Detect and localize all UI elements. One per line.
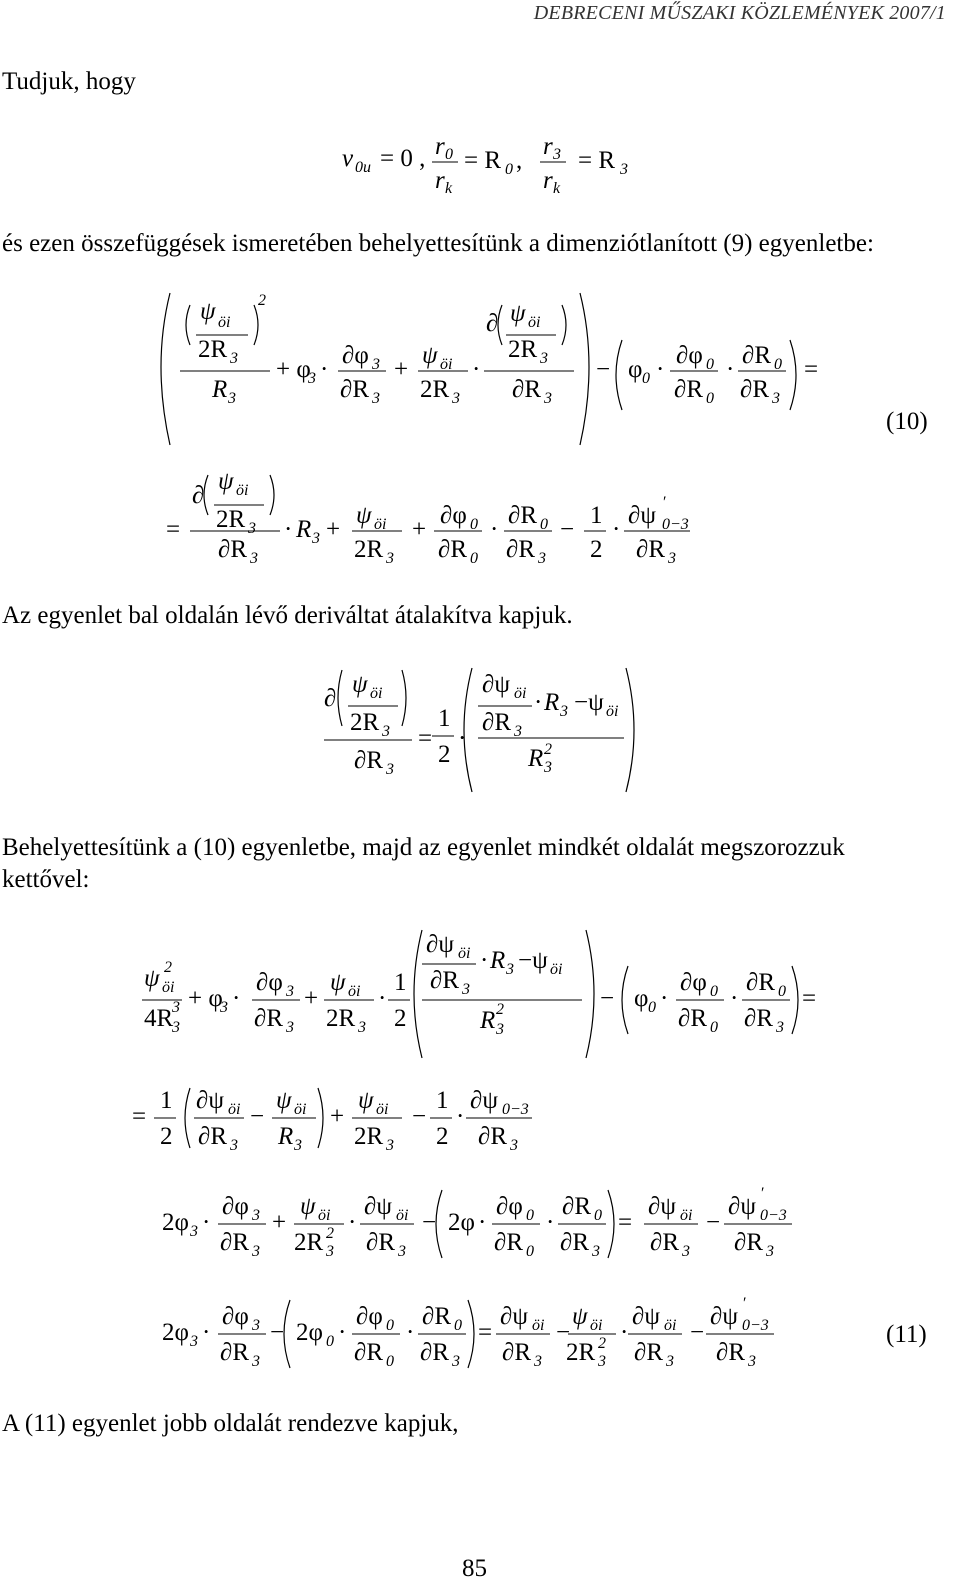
- paragraph-intro: Tudjuk, hogy: [2, 68, 136, 95]
- svg-text:ψ: ψ: [200, 298, 216, 325]
- svg-text:ψ: ψ: [300, 1193, 316, 1220]
- svg-text:2: 2: [164, 959, 172, 976]
- svg-text:∂R: ∂R: [220, 1229, 250, 1256]
- svg-text:∂ψ: ∂ψ: [364, 1193, 393, 1220]
- svg-text:3: 3: [190, 1223, 198, 1240]
- svg-text:=: =: [478, 1319, 493, 1346]
- equation-number-10: (10): [886, 408, 928, 435]
- svg-text:3: 3: [190, 1333, 198, 1350]
- svg-text:3: 3: [230, 1137, 238, 1154]
- svg-text:∂R: ∂R: [220, 1339, 250, 1366]
- svg-text:ψ: ψ: [572, 1303, 588, 1330]
- svg-text:öi: öi: [590, 1317, 603, 1334]
- svg-text:+: +: [330, 1103, 345, 1130]
- svg-text:3: 3: [248, 520, 256, 537]
- svg-text:′: ′: [760, 1185, 764, 1202]
- svg-text:−: −: [422, 1209, 437, 1236]
- svg-text:2: 2: [326, 1225, 334, 1242]
- svg-text:∂: ∂: [486, 310, 499, 337]
- svg-text:·: ·: [406, 1319, 415, 1346]
- svg-text:4R: 4R: [144, 1005, 174, 1032]
- svg-text:,: ,: [516, 147, 523, 174]
- svg-text:öi: öi: [218, 314, 231, 331]
- svg-text:0: 0: [445, 146, 453, 163]
- svg-text:3: 3: [598, 1353, 606, 1370]
- svg-text:öi: öi: [162, 979, 175, 996]
- svg-text:0−3: 0−3: [662, 516, 689, 533]
- svg-text:3: 3: [386, 1137, 394, 1154]
- paragraph-multiply-line1: Behelyettesítünk a (10) egyenletbe, majd az egyenlet mindkét oldalát megszorozzuk: [2, 834, 845, 861]
- page-number: 85: [462, 1555, 487, 1582]
- svg-text:∂R: ∂R: [438, 536, 468, 563]
- svg-text:öi: öi: [236, 482, 249, 499]
- svg-text:3: 3: [538, 550, 546, 567]
- svg-text:∂φ: ∂φ: [680, 969, 707, 996]
- svg-text:2: 2: [438, 741, 451, 768]
- svg-text:∂R: ∂R: [650, 1229, 680, 1256]
- svg-text:öi: öi: [528, 314, 541, 331]
- svg-text:0: 0: [386, 1353, 394, 1370]
- svg-text:öi: öi: [374, 516, 387, 533]
- svg-text:0: 0: [526, 1207, 534, 1224]
- svg-text:öi: öi: [606, 703, 619, 720]
- svg-text:öi: öi: [458, 945, 471, 962]
- svg-text:∂R: ∂R: [512, 376, 542, 403]
- svg-text:∂R: ∂R: [636, 536, 666, 563]
- svg-text:v: v: [342, 145, 354, 172]
- svg-text:R: R: [278, 1123, 294, 1150]
- svg-text:∂ψ: ∂ψ: [470, 1087, 499, 1114]
- svg-text:φ: φ: [628, 356, 643, 383]
- svg-text:0−3: 0−3: [502, 1101, 529, 1118]
- svg-text:·: ·: [202, 1319, 211, 1346]
- svg-text:0: 0: [710, 983, 718, 1000]
- svg-text:0u: 0u: [355, 159, 371, 176]
- svg-text:∂R: ∂R: [340, 376, 370, 403]
- svg-text:∂ψ: ∂ψ: [710, 1303, 739, 1330]
- svg-text:∂R: ∂R: [482, 709, 512, 736]
- svg-text:·: ·: [348, 1209, 357, 1236]
- equation-number-11: (11): [886, 1321, 927, 1348]
- svg-text:∂φ: ∂φ: [496, 1193, 523, 1220]
- svg-text:−: −: [270, 1319, 285, 1346]
- svg-text:+ φ: + φ: [188, 985, 223, 1012]
- svg-text:′: ′: [742, 1295, 746, 1312]
- svg-text:r: r: [543, 167, 553, 194]
- svg-text:∂ψ: ∂ψ: [426, 931, 455, 958]
- svg-text:3: 3: [250, 550, 258, 567]
- svg-text:ψ: ψ: [510, 300, 526, 327]
- svg-text:∂R: ∂R: [740, 376, 770, 403]
- svg-text:∂R: ∂R: [422, 1303, 452, 1330]
- svg-text:öi: öi: [680, 1207, 693, 1224]
- svg-text:3: 3: [252, 1317, 260, 1334]
- svg-text:·: ·: [620, 1319, 629, 1346]
- svg-text:·: ·: [472, 356, 481, 383]
- svg-text:=: =: [618, 1209, 633, 1236]
- svg-text:∂φ: ∂φ: [256, 969, 283, 996]
- svg-text:3: 3: [252, 1207, 260, 1224]
- running-header: DEBRECENI MŰSZAKI KÖZLEMÉNYEK 2007/1: [533, 2, 946, 24]
- svg-text:öi: öi: [228, 1101, 241, 1118]
- svg-text:3: 3: [326, 1243, 334, 1260]
- svg-text:2: 2: [258, 292, 266, 309]
- svg-text:2: 2: [160, 1123, 173, 1150]
- svg-text:∂φ: ∂φ: [222, 1303, 249, 1330]
- svg-text:−ψ: −ψ: [518, 947, 548, 974]
- equation-line-3: [160, 1180, 800, 1270]
- svg-text:R: R: [490, 947, 506, 974]
- svg-text:·: ·: [478, 1209, 487, 1236]
- svg-text:3: 3: [172, 999, 180, 1016]
- svg-text:∂φ: ∂φ: [440, 502, 467, 529]
- svg-text:1: 1: [394, 969, 407, 996]
- svg-text:= R: = R: [464, 147, 502, 174]
- svg-text:·: ·: [726, 356, 735, 383]
- svg-text:1: 1: [590, 502, 603, 529]
- svg-text:öi: öi: [396, 1207, 409, 1224]
- svg-text:öi: öi: [664, 1317, 677, 1334]
- svg-text:0: 0: [706, 356, 714, 373]
- svg-text:3: 3: [534, 1353, 542, 1370]
- svg-text:∂R: ∂R: [254, 1005, 284, 1032]
- svg-text:öi: öi: [532, 1317, 545, 1334]
- svg-text:3: 3: [172, 1019, 180, 1036]
- svg-text:−: −: [412, 1103, 427, 1130]
- svg-text:3: 3: [372, 356, 380, 373]
- svg-text:∂: ∂: [192, 482, 205, 509]
- svg-text:3: 3: [462, 981, 470, 998]
- svg-text:·: ·: [338, 1319, 347, 1346]
- svg-text:3: 3: [682, 1243, 690, 1260]
- paragraph-multiply-line2: kettővel:: [2, 866, 90, 893]
- svg-text:0: 0: [505, 161, 513, 178]
- svg-text:3: 3: [398, 1243, 406, 1260]
- svg-text:·: ·: [202, 1209, 211, 1236]
- equation-boundary-conditions: [340, 132, 660, 202]
- svg-text:2φ: 2φ: [162, 1319, 189, 1346]
- svg-text:·: ·: [660, 985, 669, 1012]
- svg-text:∂R: ∂R: [502, 1339, 532, 1366]
- svg-text:3: 3: [312, 530, 320, 547]
- svg-text:+: +: [272, 1209, 287, 1236]
- svg-text:∂: ∂: [324, 685, 337, 712]
- svg-text:ψ: ψ: [356, 502, 372, 529]
- paragraph-substitution: és ezen összefüggések ismeretében behelyettesítünk a dimenziótlanított (9) egyenletbe:: [2, 230, 874, 257]
- svg-text:3: 3: [228, 390, 236, 407]
- svg-text:φ: φ: [634, 985, 649, 1012]
- svg-text:r: r: [543, 133, 553, 160]
- svg-text:2R: 2R: [508, 336, 538, 363]
- svg-text:3: 3: [452, 1353, 460, 1370]
- svg-text:3: 3: [294, 1137, 302, 1154]
- svg-text:∂φ: ∂φ: [222, 1193, 249, 1220]
- svg-text:0: 0: [454, 1317, 462, 1334]
- svg-text:∂ψ: ∂ψ: [500, 1303, 529, 1330]
- svg-text:∂R: ∂R: [354, 747, 384, 774]
- svg-text:∂R: ∂R: [716, 1339, 746, 1366]
- svg-text:ψ: ψ: [352, 671, 368, 698]
- svg-text:2R: 2R: [350, 709, 380, 736]
- svg-text:∂ψ: ∂ψ: [632, 1303, 661, 1330]
- svg-text:∂R: ∂R: [478, 1123, 508, 1150]
- svg-text:3: 3: [372, 390, 380, 407]
- svg-text:∂R: ∂R: [218, 536, 248, 563]
- svg-text:3: 3: [514, 723, 522, 740]
- svg-text:0: 0: [648, 999, 656, 1016]
- svg-text:0: 0: [470, 516, 478, 533]
- svg-text:2R: 2R: [216, 506, 246, 533]
- svg-text:2R: 2R: [566, 1339, 596, 1366]
- svg-text:2: 2: [436, 1123, 449, 1150]
- svg-text:3: 3: [252, 1243, 260, 1260]
- svg-text:öi: öi: [376, 1101, 389, 1118]
- svg-text:3: 3: [510, 1137, 518, 1154]
- svg-text:·: ·: [232, 985, 241, 1012]
- svg-text:−: −: [560, 516, 575, 543]
- paragraph-derivative: Az egyenlet bal oldalán lévő deriváltat átalakítva kapjuk.: [2, 602, 573, 629]
- svg-text:= R: = R: [578, 147, 616, 174]
- svg-text:0−3: 0−3: [760, 1207, 787, 1224]
- svg-text:2R: 2R: [294, 1229, 324, 1256]
- svg-text:öi: öi: [294, 1101, 307, 1118]
- svg-text:∂R: ∂R: [678, 1005, 708, 1032]
- svg-text:0: 0: [642, 370, 650, 387]
- svg-text:R: R: [544, 689, 560, 716]
- svg-text:2R: 2R: [420, 376, 450, 403]
- svg-text:3: 3: [592, 1243, 600, 1260]
- svg-text:∂φ: ∂φ: [356, 1303, 383, 1330]
- svg-text:ψ: ψ: [144, 965, 160, 992]
- svg-text:∂R: ∂R: [634, 1339, 664, 1366]
- svg-text:·: ·: [730, 985, 739, 1012]
- svg-text:∂R: ∂R: [674, 376, 704, 403]
- svg-text:3: 3: [286, 1019, 294, 1036]
- svg-text:0: 0: [778, 983, 786, 1000]
- svg-text:+: +: [326, 516, 341, 543]
- svg-text:∂R: ∂R: [508, 502, 538, 529]
- svg-text:3: 3: [620, 161, 628, 178]
- svg-text:2: 2: [496, 1001, 504, 1018]
- svg-text:∂R: ∂R: [366, 1229, 396, 1256]
- svg-text:0: 0: [470, 550, 478, 567]
- svg-text:=: =: [802, 985, 817, 1012]
- svg-text:∂ψ: ∂ψ: [482, 671, 511, 698]
- svg-text:·: ·: [612, 516, 621, 543]
- paragraph-multiply: [2, 832, 948, 896]
- svg-text:3: 3: [666, 1353, 674, 1370]
- svg-text:2φ: 2φ: [162, 1209, 189, 1236]
- svg-text:−: −: [250, 1103, 265, 1130]
- svg-text:∂ψ: ∂ψ: [728, 1193, 757, 1220]
- svg-text:0: 0: [706, 390, 714, 407]
- svg-text:+: +: [304, 985, 319, 1012]
- svg-text:+: +: [394, 356, 409, 383]
- svg-text:öi: öi: [514, 685, 527, 702]
- svg-text:∂R: ∂R: [198, 1123, 228, 1150]
- svg-text:ψ: ψ: [358, 1087, 374, 1114]
- equation-multiplied: [132, 928, 820, 1168]
- svg-text:3: 3: [766, 1243, 774, 1260]
- svg-text:öi: öi: [370, 685, 383, 702]
- svg-text:3: 3: [544, 390, 552, 407]
- svg-text:∂R: ∂R: [744, 1005, 774, 1032]
- svg-text:=: =: [132, 1103, 147, 1130]
- svg-text:3: 3: [220, 999, 228, 1016]
- svg-text:=: =: [166, 516, 181, 543]
- svg-text:3: 3: [286, 983, 294, 1000]
- equation-11: [160, 1290, 800, 1380]
- svg-text:0: 0: [594, 1207, 602, 1224]
- svg-text:= 0 ,: = 0 ,: [380, 145, 426, 172]
- svg-text:1: 1: [438, 705, 451, 732]
- svg-text:3: 3: [540, 350, 548, 367]
- svg-text:3: 3: [553, 146, 561, 163]
- svg-text:0: 0: [710, 1019, 718, 1036]
- svg-text:·: ·: [656, 356, 665, 383]
- svg-text:r: r: [435, 167, 445, 194]
- svg-text:3: 3: [382, 723, 390, 740]
- svg-text:∂R: ∂R: [420, 1339, 450, 1366]
- svg-text:=: =: [804, 356, 819, 383]
- svg-text:∂ψ: ∂ψ: [628, 502, 657, 529]
- svg-text:0: 0: [540, 516, 548, 533]
- svg-text:−: −: [706, 1209, 721, 1236]
- svg-text:∂φ: ∂φ: [342, 342, 369, 369]
- svg-text:∂ψ: ∂ψ: [196, 1087, 225, 1114]
- svg-text:∂R: ∂R: [734, 1229, 764, 1256]
- svg-text:R: R: [296, 516, 312, 543]
- svg-text:·: ·: [458, 725, 467, 752]
- svg-text:R: R: [528, 745, 544, 772]
- svg-text:3: 3: [386, 761, 394, 778]
- svg-text:′: ′: [662, 494, 666, 511]
- svg-text:∂R: ∂R: [742, 342, 772, 369]
- svg-text:öi: öi: [440, 356, 453, 373]
- svg-text:∂R: ∂R: [430, 967, 460, 994]
- svg-text:·: ·: [534, 689, 543, 716]
- equation-10: [150, 285, 830, 595]
- svg-text:R: R: [212, 376, 228, 403]
- svg-text:öi: öi: [550, 961, 563, 978]
- svg-text:öi: öi: [318, 1207, 331, 1224]
- svg-text:3: 3: [496, 1021, 504, 1038]
- svg-text:∂R: ∂R: [354, 1339, 384, 1366]
- equation-derivative-transform: [320, 660, 650, 800]
- svg-text:2R: 2R: [326, 1005, 356, 1032]
- svg-text:·: ·: [320, 356, 329, 383]
- svg-text:3: 3: [748, 1353, 756, 1370]
- svg-text:·: ·: [456, 1103, 465, 1130]
- svg-text:2φ: 2φ: [296, 1319, 323, 1346]
- svg-text:3: 3: [776, 1019, 784, 1036]
- svg-text:−ψ: −ψ: [574, 689, 604, 716]
- svg-text:2: 2: [544, 741, 552, 758]
- svg-text:0: 0: [774, 356, 782, 373]
- svg-text:3: 3: [308, 370, 316, 387]
- svg-text:2φ: 2φ: [448, 1209, 475, 1236]
- svg-text:1: 1: [436, 1087, 449, 1114]
- svg-text:0: 0: [526, 1243, 534, 1260]
- svg-text:3: 3: [358, 1019, 366, 1036]
- svg-text:∂R: ∂R: [506, 536, 536, 563]
- svg-text:2: 2: [590, 536, 603, 563]
- svg-text:2R: 2R: [198, 336, 228, 363]
- svg-text:−: −: [556, 1319, 571, 1346]
- svg-text:·: ·: [480, 947, 489, 974]
- svg-text:−: −: [690, 1319, 705, 1346]
- svg-text:1: 1: [160, 1087, 173, 1114]
- svg-text:−: −: [596, 356, 611, 383]
- svg-text:3: 3: [668, 550, 676, 567]
- svg-text:ψ: ψ: [422, 342, 438, 369]
- svg-text:0: 0: [326, 1333, 334, 1350]
- svg-text:3: 3: [544, 759, 552, 776]
- svg-text:3: 3: [772, 390, 780, 407]
- svg-text:3: 3: [230, 350, 238, 367]
- svg-text:∂ψ: ∂ψ: [648, 1193, 677, 1220]
- svg-text:=: =: [418, 725, 433, 752]
- svg-text:3: 3: [560, 703, 568, 720]
- svg-text:3: 3: [252, 1353, 260, 1370]
- svg-text:3: 3: [506, 961, 514, 978]
- svg-text:·: ·: [284, 516, 293, 543]
- svg-text:3: 3: [452, 390, 460, 407]
- svg-text:ψ: ψ: [276, 1087, 292, 1114]
- svg-text:ψ: ψ: [330, 969, 346, 996]
- svg-text:·: ·: [378, 985, 387, 1012]
- svg-text:ψ: ψ: [218, 468, 234, 495]
- svg-text:k: k: [553, 180, 561, 197]
- svg-text:·: ·: [490, 516, 499, 543]
- svg-text:∂φ: ∂φ: [676, 342, 703, 369]
- svg-text:k: k: [445, 180, 453, 197]
- svg-text:−: −: [600, 985, 615, 1012]
- svg-text:2: 2: [394, 1005, 407, 1032]
- paragraph-rearrange: A (11) egyenlet jobb oldalát rendezve kapjuk,: [2, 1410, 459, 1437]
- svg-text:3: 3: [386, 550, 394, 567]
- svg-text:r: r: [435, 133, 445, 160]
- svg-text:∂R: ∂R: [746, 969, 776, 996]
- svg-text:∂R: ∂R: [494, 1229, 524, 1256]
- svg-text:2R: 2R: [354, 536, 384, 563]
- svg-text:∂R: ∂R: [560, 1229, 590, 1256]
- svg-text:2: 2: [598, 1335, 606, 1352]
- svg-text:+: +: [412, 516, 427, 543]
- svg-text:R: R: [480, 1007, 496, 1034]
- svg-text:öi: öi: [348, 983, 361, 1000]
- svg-text:·: ·: [546, 1209, 555, 1236]
- svg-text:+ φ: + φ: [276, 356, 311, 383]
- svg-text:∂R: ∂R: [562, 1193, 592, 1220]
- svg-text:0−3: 0−3: [742, 1317, 769, 1334]
- svg-text:0: 0: [386, 1317, 394, 1334]
- svg-text:2R: 2R: [354, 1123, 384, 1150]
